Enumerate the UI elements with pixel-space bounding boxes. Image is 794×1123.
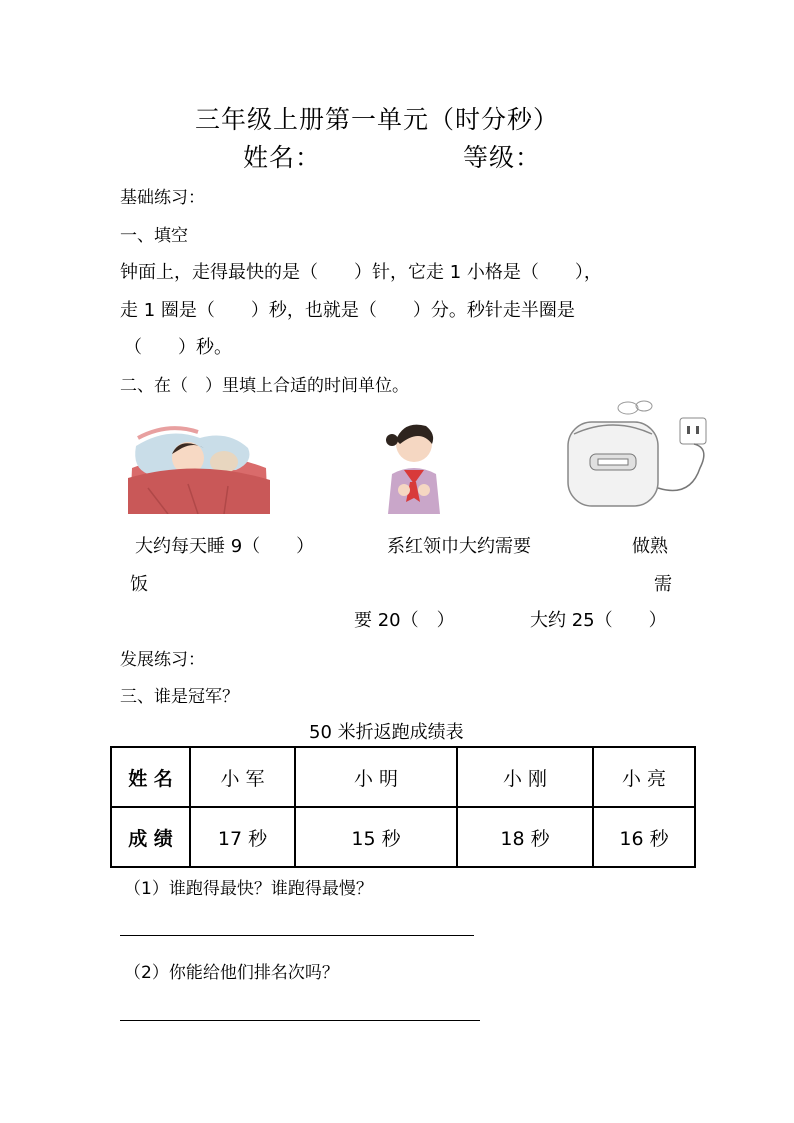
section1-line1: 钟面上，走得最快的是（ ）针，它走 1 小格是（ ）， bbox=[120, 262, 602, 283]
name-cell: 小 明 bbox=[295, 747, 457, 807]
question-1: （1）谁跑得最快？谁跑得最慢？ bbox=[124, 879, 373, 899]
name-cell: 小 刚 bbox=[457, 747, 593, 807]
section1-line2: 走 1 圈是（ ）秒，也就是（ ）分。秒针走半圈是 bbox=[120, 300, 575, 321]
name-cell: 小 亮 bbox=[593, 747, 695, 807]
section1-heading: 一、填空 bbox=[120, 226, 188, 246]
basic-heading: 基础练习： bbox=[120, 188, 205, 208]
caption-cook-c: 需 bbox=[654, 574, 672, 595]
answer-line-2 bbox=[120, 1020, 480, 1021]
page-title: 三年级上册第一单元（时分秒） bbox=[195, 105, 560, 134]
rice-cooker-illustration bbox=[560, 398, 732, 516]
name-cell: 小 军 bbox=[190, 747, 295, 807]
table-row bbox=[111, 747, 695, 807]
caption-scarf-tail: 要 20（ ） bbox=[354, 610, 455, 631]
caption-cook-b: 饭 bbox=[130, 574, 148, 595]
table-row bbox=[111, 807, 695, 867]
sleeping-child-illustration bbox=[128, 418, 270, 514]
row-header-score: 成 绩 bbox=[111, 807, 190, 867]
caption-cook-a: 做熟 bbox=[632, 536, 668, 557]
score-cell: 17 秒 bbox=[190, 807, 295, 867]
section1-line3: （ ）秒。 bbox=[124, 337, 232, 358]
extend-heading: 发展练习： bbox=[120, 650, 205, 670]
score-cell: 18 秒 bbox=[457, 807, 593, 867]
score-table bbox=[110, 746, 696, 868]
section2-heading: 二、在（ ）里填上合适的时间单位。 bbox=[120, 376, 409, 396]
caption-scarf: 系红领巾大约需要 bbox=[387, 536, 531, 557]
caption-cook-tail: 大约 25（ ） bbox=[530, 610, 667, 631]
question-2: （2）你能给他们排名次吗？ bbox=[124, 963, 339, 983]
row-header-name: 姓 名 bbox=[111, 747, 190, 807]
score-cell: 15 秒 bbox=[295, 807, 457, 867]
table-title: 50 米折返跑成绩表 bbox=[309, 722, 464, 743]
section3-heading: 三、谁是冠军？ bbox=[120, 687, 239, 707]
answer-line-1 bbox=[120, 935, 474, 936]
girl-red-scarf-illustration bbox=[374, 418, 452, 516]
name-label: 姓名： bbox=[243, 143, 322, 172]
caption-sleep: 大约每天睡 9（ ） bbox=[135, 536, 315, 557]
grade-label: 等级： bbox=[463, 143, 542, 172]
score-cell: 16 秒 bbox=[593, 807, 695, 867]
